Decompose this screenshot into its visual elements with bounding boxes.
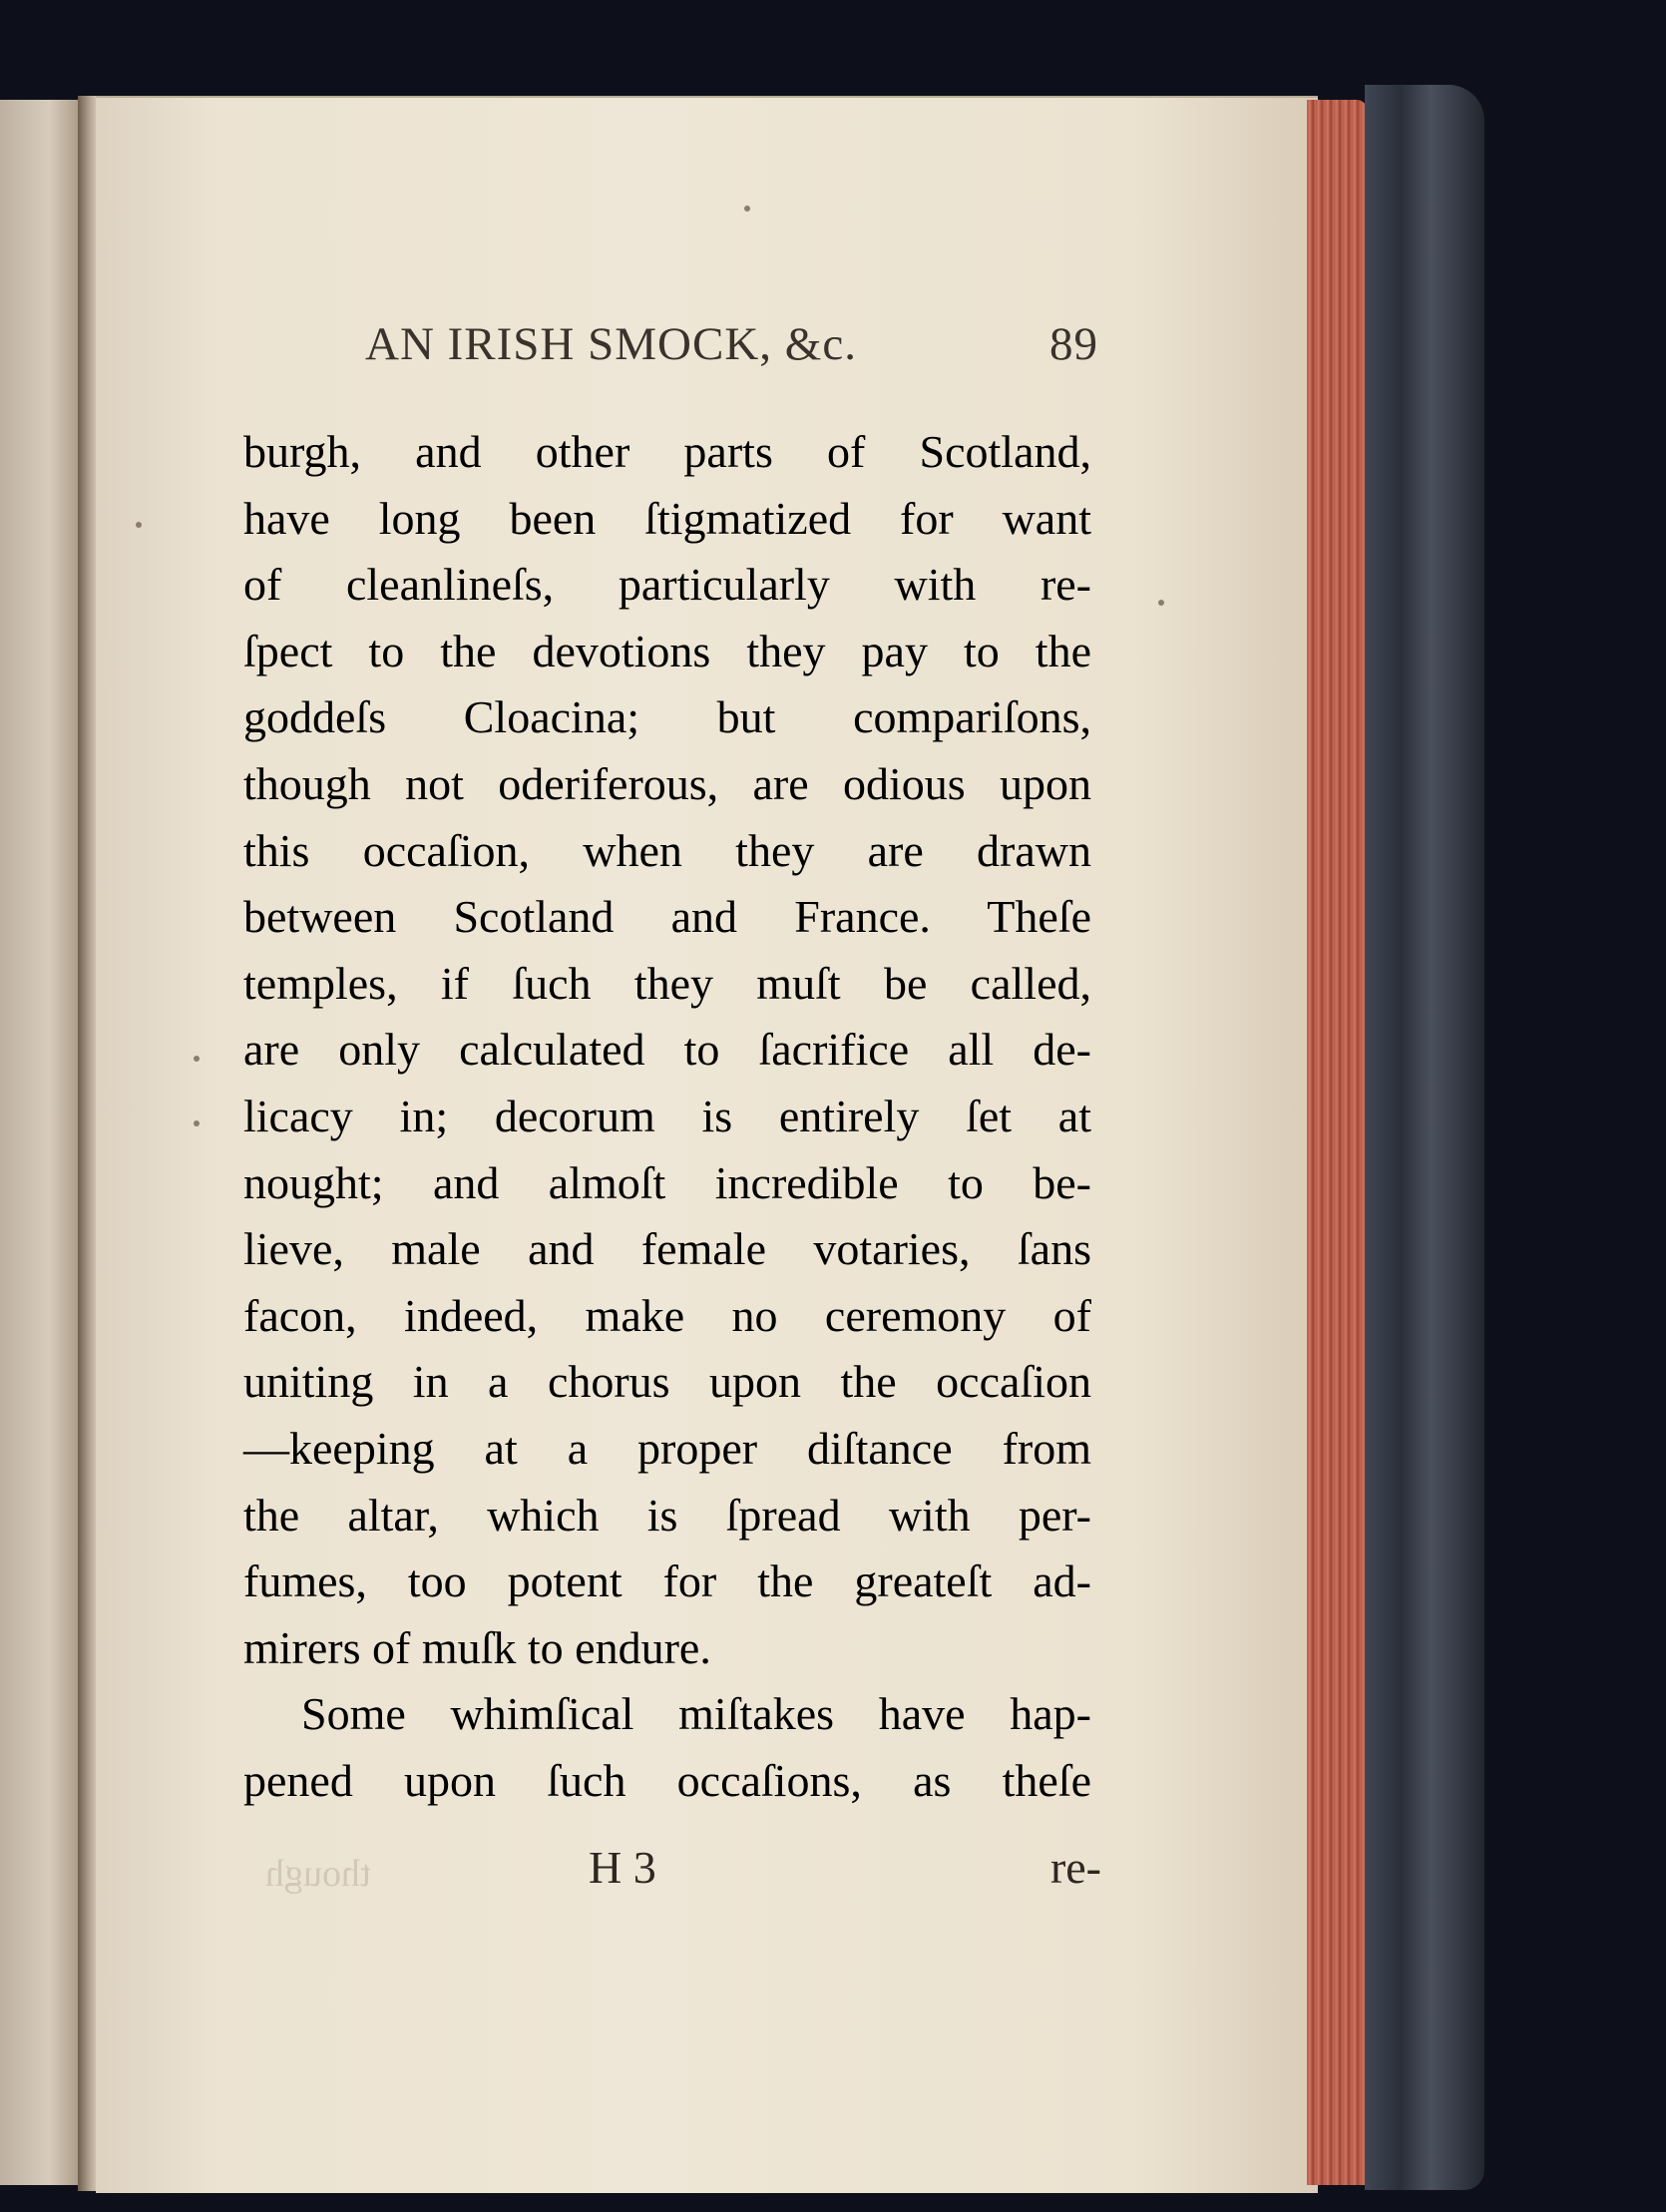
text-line: licacy in; decorum is entirely ſet at <box>243 1090 1091 1141</box>
page-number: 89 <box>1049 318 1098 370</box>
text-line: uniting in a chorus upon the occaſion <box>243 1356 1091 1408</box>
text-line: —keeping at a proper diſtance from <box>243 1422 1091 1474</box>
text-line: have long been ſtigmatized for want <box>243 492 1091 544</box>
paper-speck <box>1158 600 1164 606</box>
text-line: though not oderiferous, are odious upon <box>243 757 1091 809</box>
text-line: the altar, which is ſpread with per- <box>243 1489 1091 1541</box>
page-footer <box>243 1841 1101 1901</box>
paper-speck <box>194 1056 200 1062</box>
text-line: burgh, and other parts of Scotland, <box>243 426 1091 477</box>
signature-mark: H 3 <box>589 1842 656 1893</box>
facing-page-edge <box>0 100 82 2185</box>
show-through-text: though <box>265 1853 371 1895</box>
catchword: re- <box>1049 1842 1101 1893</box>
text-line: nought; and almoſt incredible to be- <box>243 1156 1091 1208</box>
text-line: are only calculated to ſacrifice all de- <box>243 1024 1091 1076</box>
red-page-edges <box>1307 100 1367 2185</box>
text-line: facon, indeed, make no ceremony of <box>243 1289 1091 1341</box>
book-cover <box>1365 85 1484 2190</box>
text-line: fumes, too potent for the greateſt ad- <box>243 1555 1091 1607</box>
text-line: between Scotland and France. Theſe <box>243 891 1091 943</box>
text-line: lieve, male and female votaries, ſans <box>243 1223 1091 1275</box>
text-line: of cleanlineſs, particularly with re- <box>243 559 1091 611</box>
text-line: goddeſs Cloacina; but compariſons, <box>243 691 1091 743</box>
text-line: ſpect to the devotions they pay to the <box>243 625 1091 676</box>
paper-speck <box>136 522 142 528</box>
body-text <box>243 419 1091 1814</box>
text-line: this occaſion, when they are drawn <box>243 824 1091 876</box>
page-header <box>118 317 1115 377</box>
paragraph-first-line: Some whimſical miſtakes have hap- <box>301 1688 1091 1740</box>
paper-speck <box>744 206 750 212</box>
running-title: AN IRISH SMOCK, &c. <box>365 318 857 370</box>
text-line: pened upon ſuch occaſions, as theſe <box>243 1754 1091 1806</box>
text-line: temples, if ſuch they muſt be called, <box>243 957 1091 1009</box>
paper-speck <box>194 1120 200 1126</box>
text-line: mirers of muſk to endure. <box>243 1621 711 1673</box>
